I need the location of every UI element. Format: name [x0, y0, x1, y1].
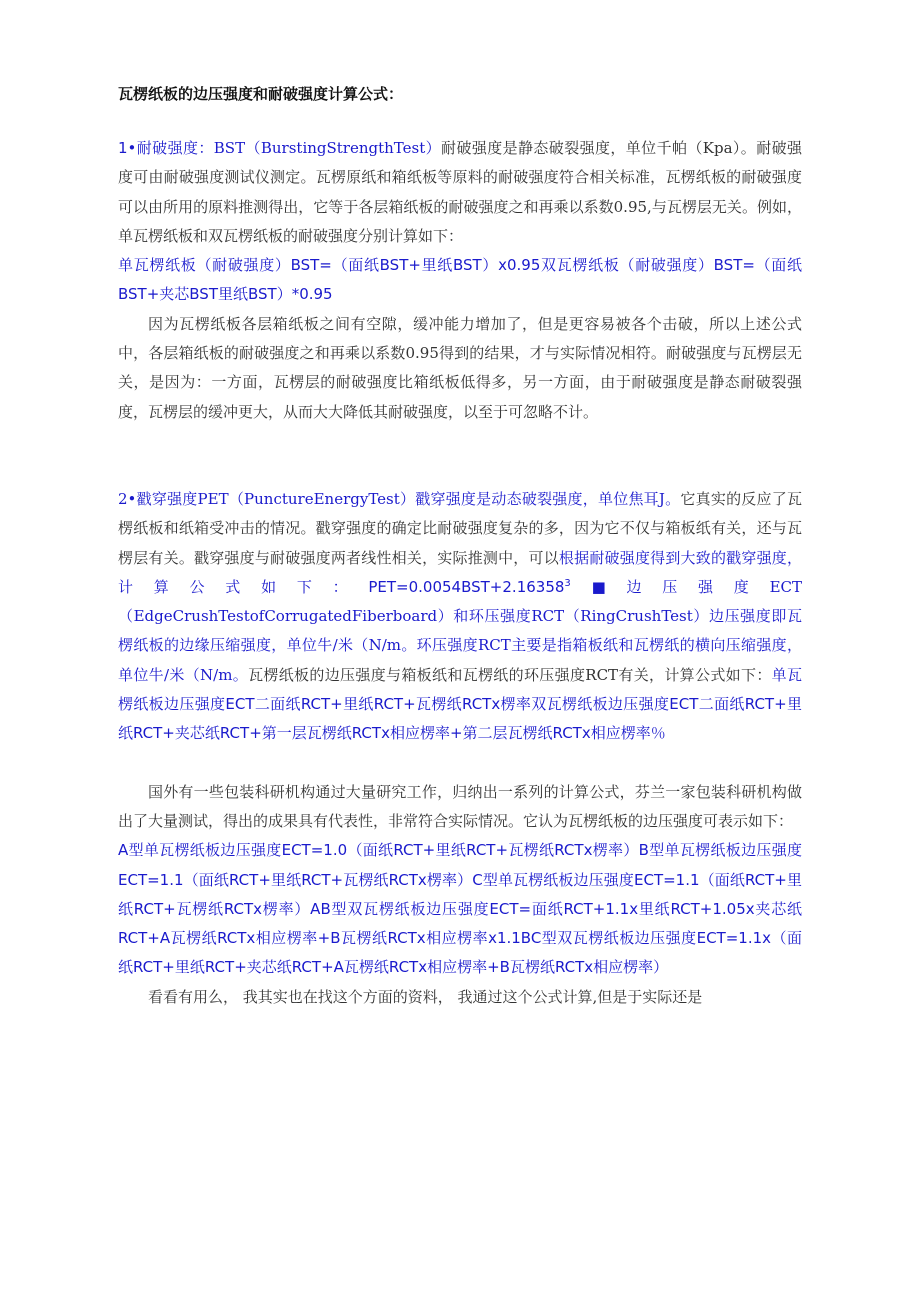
section-1-explanation: 因为瓦楞纸板各层箱纸板之间有空隙，缓冲能力增加了，但是更容易被各个击破，所以上述公式中，各层箱纸板的耐破强度之和再乘以系数0.95得到的结果，才与实际情况相符。耐破强度与瓦楞层无关，是因为：一方面，瓦楞层的耐破强度比箱纸板低得多，另一方面，由于耐破强度是静态耐破裂强度，瓦楞层的缓冲更大，从而大大降低其耐破强度，以至于可忽略不计。 — [118, 314, 802, 421]
ect-heading: ■边压强度ECT（EdgeCrushTestofCorrugatedFiberboard）和环压强度RCT（RingCrushTest）边压强度即瓦楞纸板的边缘压缩强度，单位牛/米（N/m。环压强度RCT主要是指箱板纸和瓦楞纸的横向压缩强度，单位牛/米（N/m。 — [118, 577, 802, 684]
spacer — [118, 749, 802, 778]
section-2-heading: 2•戳穿强度PET（PunctureEnergyTest）戳穿强度是动态破裂强度，单位焦耳J。 — [118, 489, 681, 508]
pet-formula-superscript: 3 — [564, 577, 571, 589]
document-page — [118, 82, 802, 1012]
pet-formula: 根据耐破强度得到大致的戳穿强度，计算公式如下：PET=0.0054BST+2.16358 — [118, 548, 802, 596]
section-1-heading: 1•耐破强度： — [118, 139, 214, 157]
section-1-formula: 单瓦楞纸板（耐破强度）BST=（面纸BST+里纸BST）x0.95双瓦楞纸板（耐破强度）BST=（面纸BST+夹芯BST里纸BST）*0.95 — [118, 256, 802, 304]
section-3-formulas: A型单瓦楞纸板边压强度ECT=1.0（面纸RCT+里纸RCT+瓦楞纸RCTx楞率）B型单瓦楞纸板边压强度ECT=1.1（面纸RCT+里纸RCT+瓦楞纸RCTx楞率）C型单瓦楞纸板边压强度ECT=1.1（面纸RCT+里纸RCT+瓦楞纸RCTx楞率）AB型双瓦楞纸板边压强度ECT=面纸RCT+1.1x里纸RCT+1.05x夹芯纸RCT+A瓦楞纸RCTx相应楞率+B瓦楞纸RCTx相应楞率x1.1BC型双瓦楞纸板边压强度ECT=1.1x（面纸RCT+里纸RCT+夹芯纸RCT+A瓦楞纸RCTx相应楞率+B瓦楞纸RCTx相应楞率） — [118, 841, 802, 977]
section-1-body: 耐破强度是静态破裂强度，单位千帕（Kpa）。耐破强度可由耐破强度测试仪测定。瓦楞原纸和箱纸板等原料的耐破强度符合相关标准，瓦楞纸板的耐破强度可以由所用的原料推测得出，它等于各层箱纸板的耐破强度之和再乘以系数0.95,与瓦楞层无关。例如，单瓦楞纸板和双瓦楞纸板的耐破强度分别计算如下： — [118, 139, 802, 245]
section-1-abbr: BST（BurstingStrengthTest） — [213, 139, 442, 157]
section-1-paragraph — [118, 134, 802, 251]
ect-body: 瓦楞纸板的边压强度与箱板纸和瓦楞纸的环压强度RCT有关，计算公式如下： — [248, 665, 772, 684]
section-3-intro: 国外有一些包装科研机构通过大量研究工作，归纳出一系列的计算公式，芬兰一家包装科研机构做出了大量测试，得出的成果具有代表性，非常符合实际情况。它认为瓦楞纸板的边压强度可表示如下： — [118, 782, 802, 830]
closing-text: 看看有用么， 我其实也在找这个方面的资料， 我通过这个公式计算,但是于实际还是 — [148, 987, 703, 1006]
ect-formula: 单瓦楞纸板边压强度ECT二面纸RCT+里纸RCT+瓦楞纸RCTx楞率双瓦楞纸板边压强度ECT二面纸RCT+里纸RCT+夹芯纸RCT+第一层瓦楞纸RCTx相应楞率+第二层瓦楞纸RCTx相应楞率％ — [118, 665, 802, 743]
section-2-body: 它真实的反应了瓦楞纸板和纸箱受冲击的情况。戳穿强度的确定比耐破强度复杂的多，因为它不仅与箱板纸有关，还与瓦楞层有关。戳穿强度与耐破强度两者线性相关，实际推测中，可以 — [118, 489, 802, 567]
section-2-paragraph — [118, 485, 802, 749]
spacer — [118, 427, 802, 485]
page-title: 瓦楞纸板的边压强度和耐破强度计算公式： — [118, 85, 404, 103]
